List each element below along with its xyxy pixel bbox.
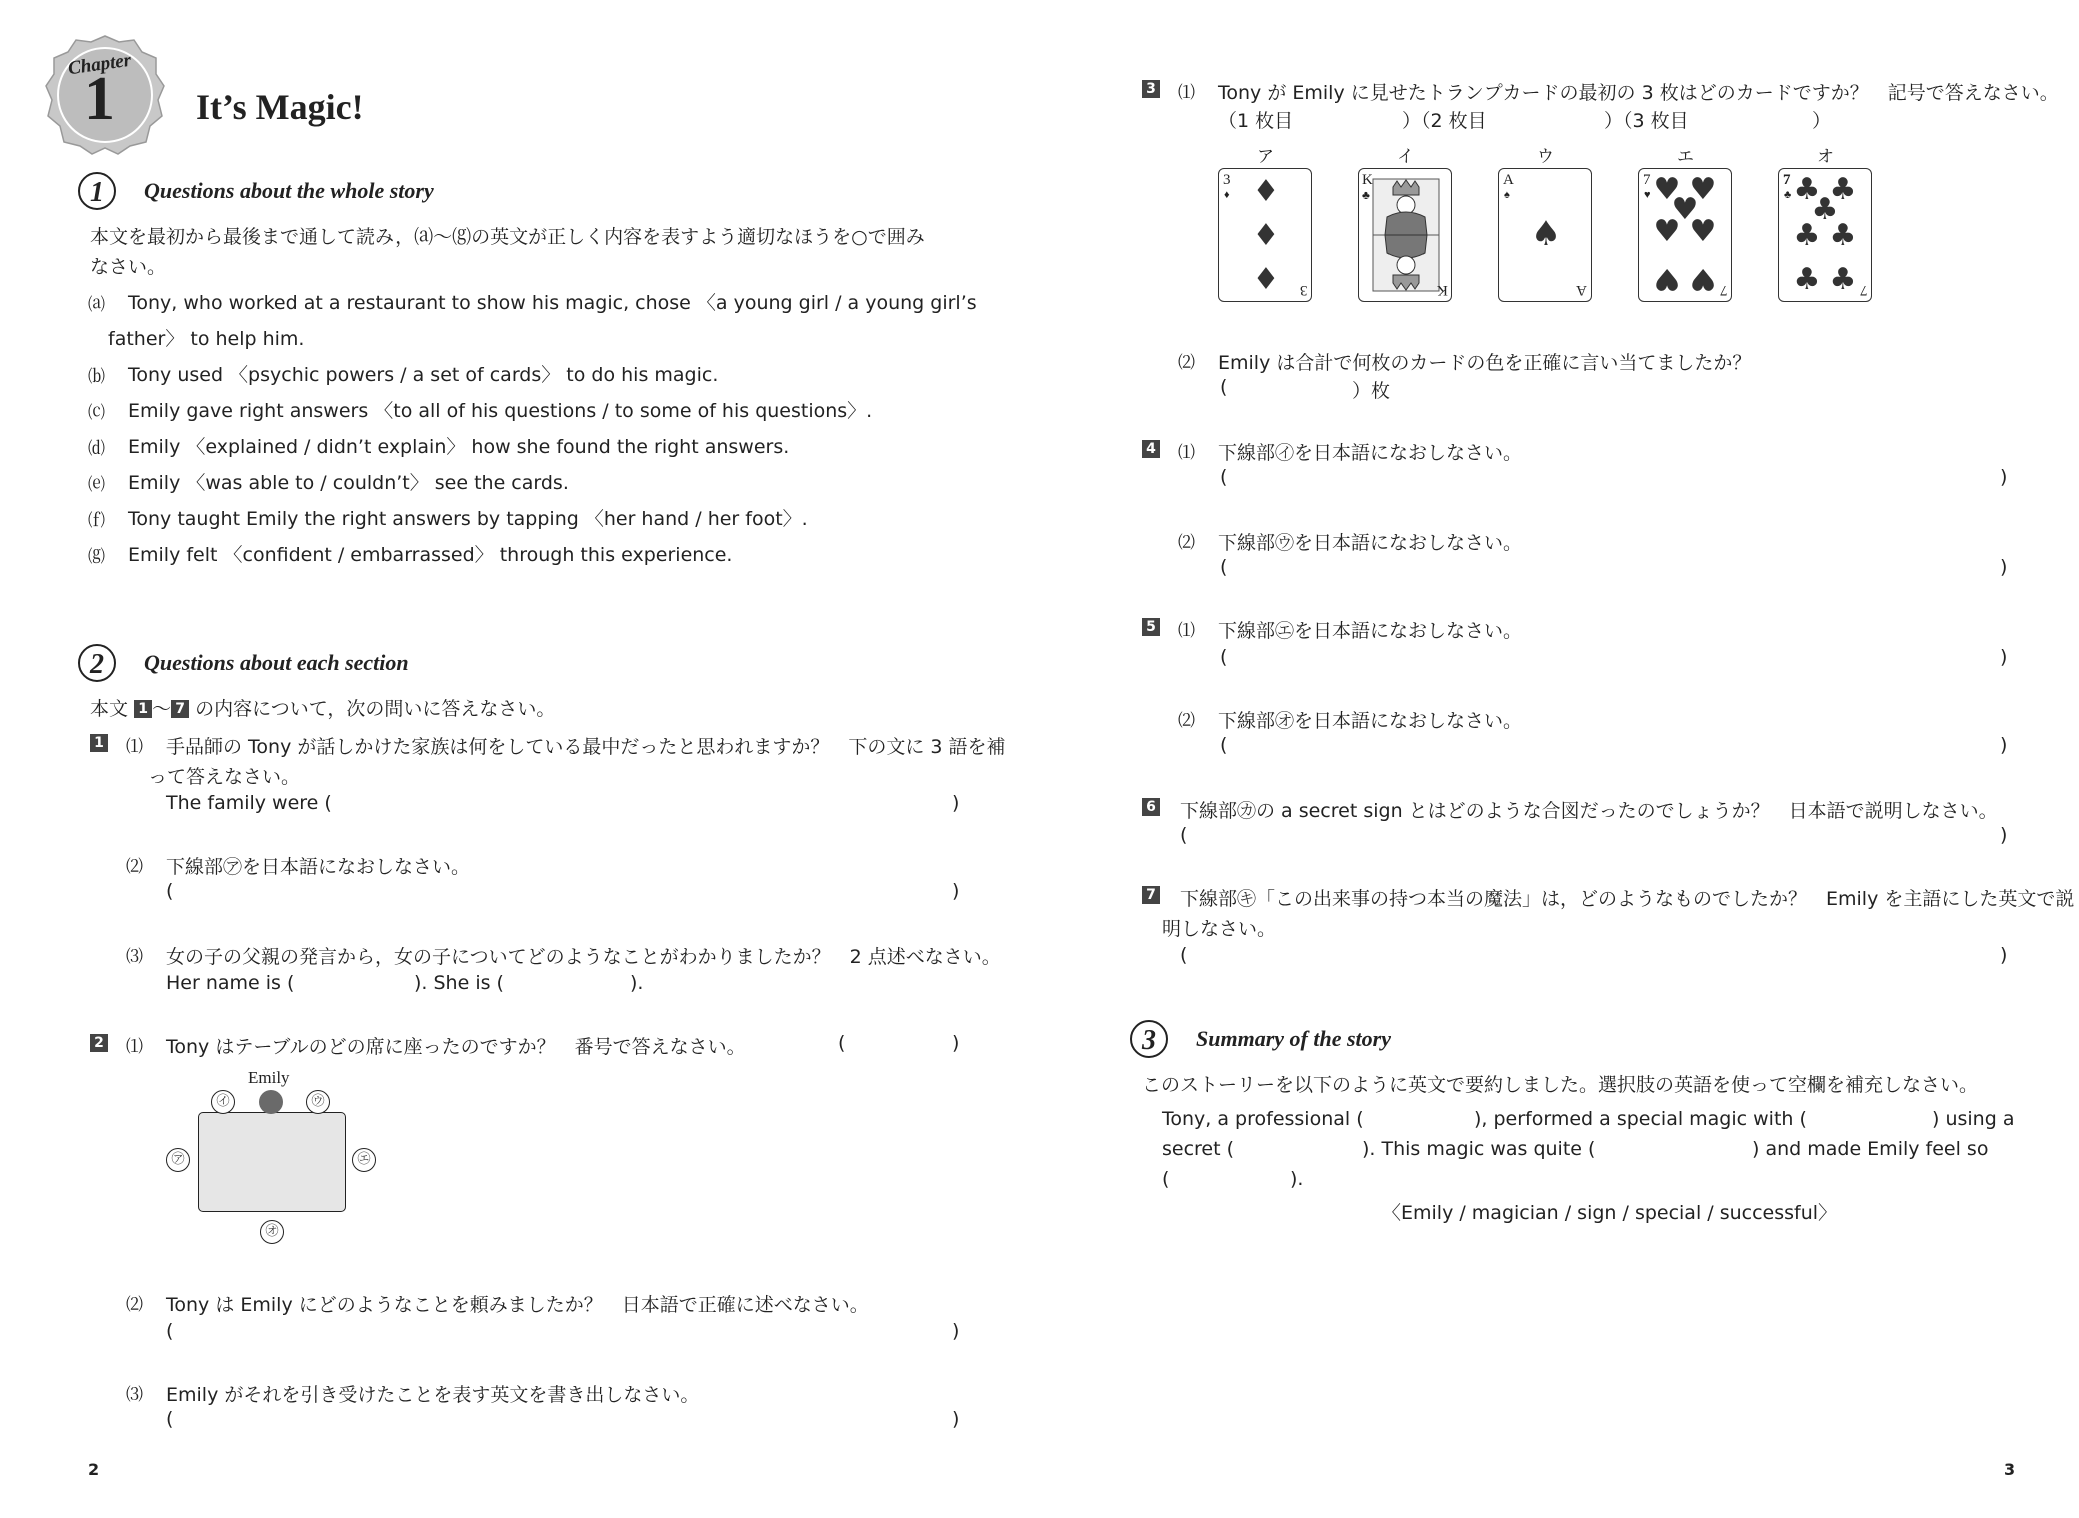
list-item: Emily 〈explained / didn’t explain〉 how she found the right answers. [128,436,790,458]
sub-mark: ⑴ [1178,621,1195,641]
question-number-box: 3 [1142,80,1160,98]
card-three-diamonds [1218,168,1312,302]
question-text: Tony は Emily にどのようなことを頼みましたか？ 日本語で正確に述べなさい。 [166,1294,869,1316]
answer-age-close: ). [630,972,644,994]
answer-close-paren: ) [952,1320,960,1342]
sub-mark: ⑵ [1178,353,1195,373]
card-rank-inverted: K [1437,282,1448,298]
table-diagram [160,1068,390,1248]
club-icon: ♣ [1829,262,1857,297]
list-item-continued: father〉 to help him. [108,328,305,350]
section1-intro-line1: 本文を最初から最後まで通して読み，⒜〜⒢の英文が正しく内容を表すよう適切なほうを○で囲み [90,226,925,248]
club-icon: ♣ [1829,172,1857,207]
section3-heading: Summary of the story [1196,1026,1391,1051]
club-icon: ♣ [1793,172,1821,207]
question-text: 下線部㋓を日本語になおしなさい。 [1218,620,1523,642]
summary-choices: 〈Emily / magician / sign / special / successful〉 [1382,1202,1838,1224]
seat-a: ㋐ [166,1148,190,1172]
card-label: ア [1257,147,1274,167]
diamond-icon: ♦ [1252,174,1280,209]
card-suit-small: ♦ [1224,189,1230,201]
card-rank-inverted: 7 [1719,282,1727,298]
question-number-box: 2 [90,1034,108,1052]
chapter-badge [44,34,166,156]
item-mark: ⒝ [88,367,105,387]
question-text: Emily がそれを引き受けたことを表す英文を書き出しなさい。 [166,1384,700,1406]
answer-close-paren: ) [2000,556,2008,578]
club-icon: ♣ [1793,218,1821,253]
summary-line1-c: ) using a [1932,1108,2015,1130]
heart-icon: ♥ [1653,172,1681,207]
question-text: 下線部㋕の a secret sign とはどのような合図だったのでしょうか？ 日本語で説明しなさい。 [1180,800,1998,822]
section2-heading: Questions about each section [144,650,409,675]
club-icon: ♣ [1793,262,1821,297]
answer-open-paren: ( [1220,734,1228,756]
answer-open-paren: ( [1220,646,1228,668]
answer-first-card: （1 枚目 [1218,110,1294,132]
table-rect [198,1112,346,1212]
answer-close-paren: ) [2000,944,2008,966]
sub-mark: ⑵ [126,1295,143,1315]
club-icon: ♣ [1829,218,1857,253]
answer-third-card: ）（3 枚目 [1604,110,1689,132]
question-number-box: 4 [1142,440,1160,458]
answer-open-paren: ( [1220,466,1228,488]
emily-label: Emily [248,1068,290,1087]
answer-open-paren: ( [1220,376,1228,398]
answer-open-paren: ( [1180,824,1188,846]
club-icon: ♣ [1811,192,1839,227]
chapter-title: It’s Magic! [196,87,364,127]
answer-open-paren: ( [838,1032,846,1054]
section3-intro: このストーリーを以下のように英文で要約しました。選択肢の英語を使って空欄を補充しなさい。 [1142,1074,1979,1096]
question-text: 下線部㋔を日本語になおしなさい。 [1218,710,1523,732]
sub-mark: ⑶ [126,1385,143,1405]
sub-mark: ⑵ [1178,711,1195,731]
question-text: 下線部㋒を日本語になおしなさい。 [1218,532,1523,554]
list-item: Tony, who worked at a restaurant to show his magic, chose 〈a young girl / a young girl’s [128,292,977,314]
item-mark: ⒡ [88,511,105,531]
card-rank-inverted: 7 [1859,282,1867,298]
section3-number: 3 [1130,1020,1168,1058]
card-label: エ [1677,147,1694,167]
question-text: Tony が Emily に見せたトランプカードの最初の 3 枚はどのカードですか？ 記号で答えなさい。 [1218,82,2059,104]
item-mark: ⒜ [88,295,105,315]
answer-open-paren: ( [166,880,174,902]
section1-heading: Questions about the whole story [144,178,434,203]
sub-mark: ⑴ [1178,83,1195,103]
answer-close-paren: ) [952,792,960,814]
list-item: Emily felt 〈confident / embarrassed〉 through this experience. [128,544,733,566]
sub-mark: ⑵ [126,857,143,877]
heart-icon: ♥ [1689,261,1717,296]
question-number-box: 5 [1142,618,1160,636]
answer-close-paren: ) [952,880,960,902]
seat-o: ㋔ [260,1220,284,1244]
card-seven-hearts [1638,168,1732,302]
card-rank: A [1503,172,1514,188]
ref-box: 1 [134,700,152,718]
answer-close-paren: ) [952,1032,960,1054]
list-item: Tony taught Emily the right answers by tapping 〈her hand / her foot〉. [128,508,808,530]
summary-line2-a: secret ( [1162,1138,1235,1160]
question-text: 下線部㋐を日本語になおしなさい。 [166,856,471,878]
ref-box: 7 [171,700,189,718]
section2-intro: 本文 1 〜 7 の内容について，次の問いに答えなさい。 [90,698,556,720]
question-text: 下線部㋑を日本語になおしなさい。 [1218,442,1523,464]
section1-intro-line2: なさい。 [90,256,167,278]
seat-i: ㋑ [211,1090,235,1114]
diamond-icon: ♦ [1252,218,1280,253]
list-item: Emily gave right answers 〈to all of his questions / to some of his questions〉. [128,400,873,422]
question-number-box: 7 [1142,886,1160,904]
item-mark: ⒢ [88,547,105,567]
card-label: オ [1817,147,1834,167]
question-text-cont: って答えなさい。 [148,766,301,788]
spade-icon: ♠ [1530,214,1562,254]
answer-close-paren: ) [2000,646,2008,668]
heart-icon: ♥ [1653,214,1681,249]
answer-open-paren: ( [1220,556,1228,578]
card-rank-inverted: A [1576,282,1587,298]
card-suit-small: ♥ [1644,189,1651,201]
card-rank-inverted: 3 [1299,282,1307,298]
question-text: 下線部㋖「この出来事の持つ本当の魔法」は，どのようなものでしたか？ Emily を主語にした英文で説 [1180,888,2075,910]
heart-icon: ♥ [1653,261,1681,296]
answer-prompt: The family were ( [166,792,332,814]
sub-mark: ⑶ [126,947,143,967]
section2-number: 2 [78,644,116,682]
item-mark: ⒠ [88,475,105,495]
page-number-right: 3 [2004,1460,2016,1479]
heart-icon: ♥ [1671,192,1699,227]
emily-seat-dot [259,1090,283,1114]
heart-icon: ♥ [1689,214,1717,249]
answer-name-open: Her name is ( [166,972,295,994]
card-rank: 3 [1223,172,1231,188]
answer-open-paren: ( [1180,944,1188,966]
summary-line1-a: Tony, a professional ( [1162,1108,1364,1130]
answer-close-paren: ) [2000,734,2008,756]
sub-mark: ⑴ [126,737,143,757]
answer-close: ） [1812,110,1832,132]
sub-mark: ⑴ [1178,443,1195,463]
summary-line2-c: ) and made Emily feel so [1752,1138,1989,1160]
summary-line3-b: ). [1290,1168,1304,1190]
answer-close-paren: ) [2000,466,2008,488]
summary-line3-a: ( [1162,1168,1170,1190]
card-ace-spades [1498,168,1592,302]
heart-icon: ♥ [1689,172,1717,207]
question-text: Emily は合計で何枚のカードの色を正確に言い当てましたか？ [1218,352,1752,374]
seat-e: ㋓ [352,1148,376,1172]
question-text: 女の子の父親の発言から，女の子についてどのようなことがわかりましたか？ 2 点述べなさい。 [166,946,1001,968]
question-number-box: 6 [1142,798,1160,816]
card-suit-small: ♣ [1362,188,1370,202]
sub-mark: ⑴ [126,1037,143,1057]
answer-unit: ）枚 [1352,380,1391,402]
sub-mark: ⑵ [1178,533,1195,553]
item-mark: ⒟ [88,439,105,459]
card-label: イ [1397,147,1414,167]
list-item: Tony used 〈psychic powers / a set of cards〉 to do his magic. [128,364,719,386]
summary-line1-b: ), performed a special magic with ( [1474,1108,1807,1130]
card-label: ウ [1537,147,1554,167]
question-text-cont: 明しなさい。 [1162,918,1277,940]
card-rank: K [1362,172,1373,188]
seat-u: ㋒ [306,1090,330,1114]
question-text: Tony はテーブルのどの席に座ったのですか？ 番号で答えなさい。 [166,1036,746,1058]
answer-open-paren: ( [166,1320,174,1342]
list-item: Emily 〈was able to / couldn’t〉 see the cards. [128,472,569,494]
question-text: 手品師の Tony が話しかけた家族は何をしている最中だったと思われますか？ 下の文に 3 語を補 [166,736,1006,758]
answer-open-paren: ( [166,1408,174,1430]
item-mark: ⒞ [88,403,105,423]
king-face-icon [1371,177,1441,293]
chapter-label: Chapter [66,49,133,80]
question-number-box: 1 [90,734,108,752]
card-rank: 7 [1643,172,1651,188]
page-number-left: 2 [88,1460,100,1479]
card-rank: 7 [1783,172,1791,188]
answer-close-paren: ) [2000,824,2008,846]
card-suit-small: ♣ [1784,189,1792,201]
answer-close-paren: ) [952,1408,960,1430]
answer-second-card: ）（2 枚目 [1402,110,1487,132]
summary-line2-b: ). This magic was quite ( [1362,1138,1596,1160]
card-seven-clubs [1778,168,1872,302]
diamond-icon: ♦ [1252,262,1280,297]
card-king-clubs [1358,168,1452,302]
card-suit-small: ♠ [1504,189,1510,201]
chapter-number: 1 [84,65,115,133]
answer-name-close: ). She is ( [414,972,504,994]
section1-number: 1 [78,172,116,210]
